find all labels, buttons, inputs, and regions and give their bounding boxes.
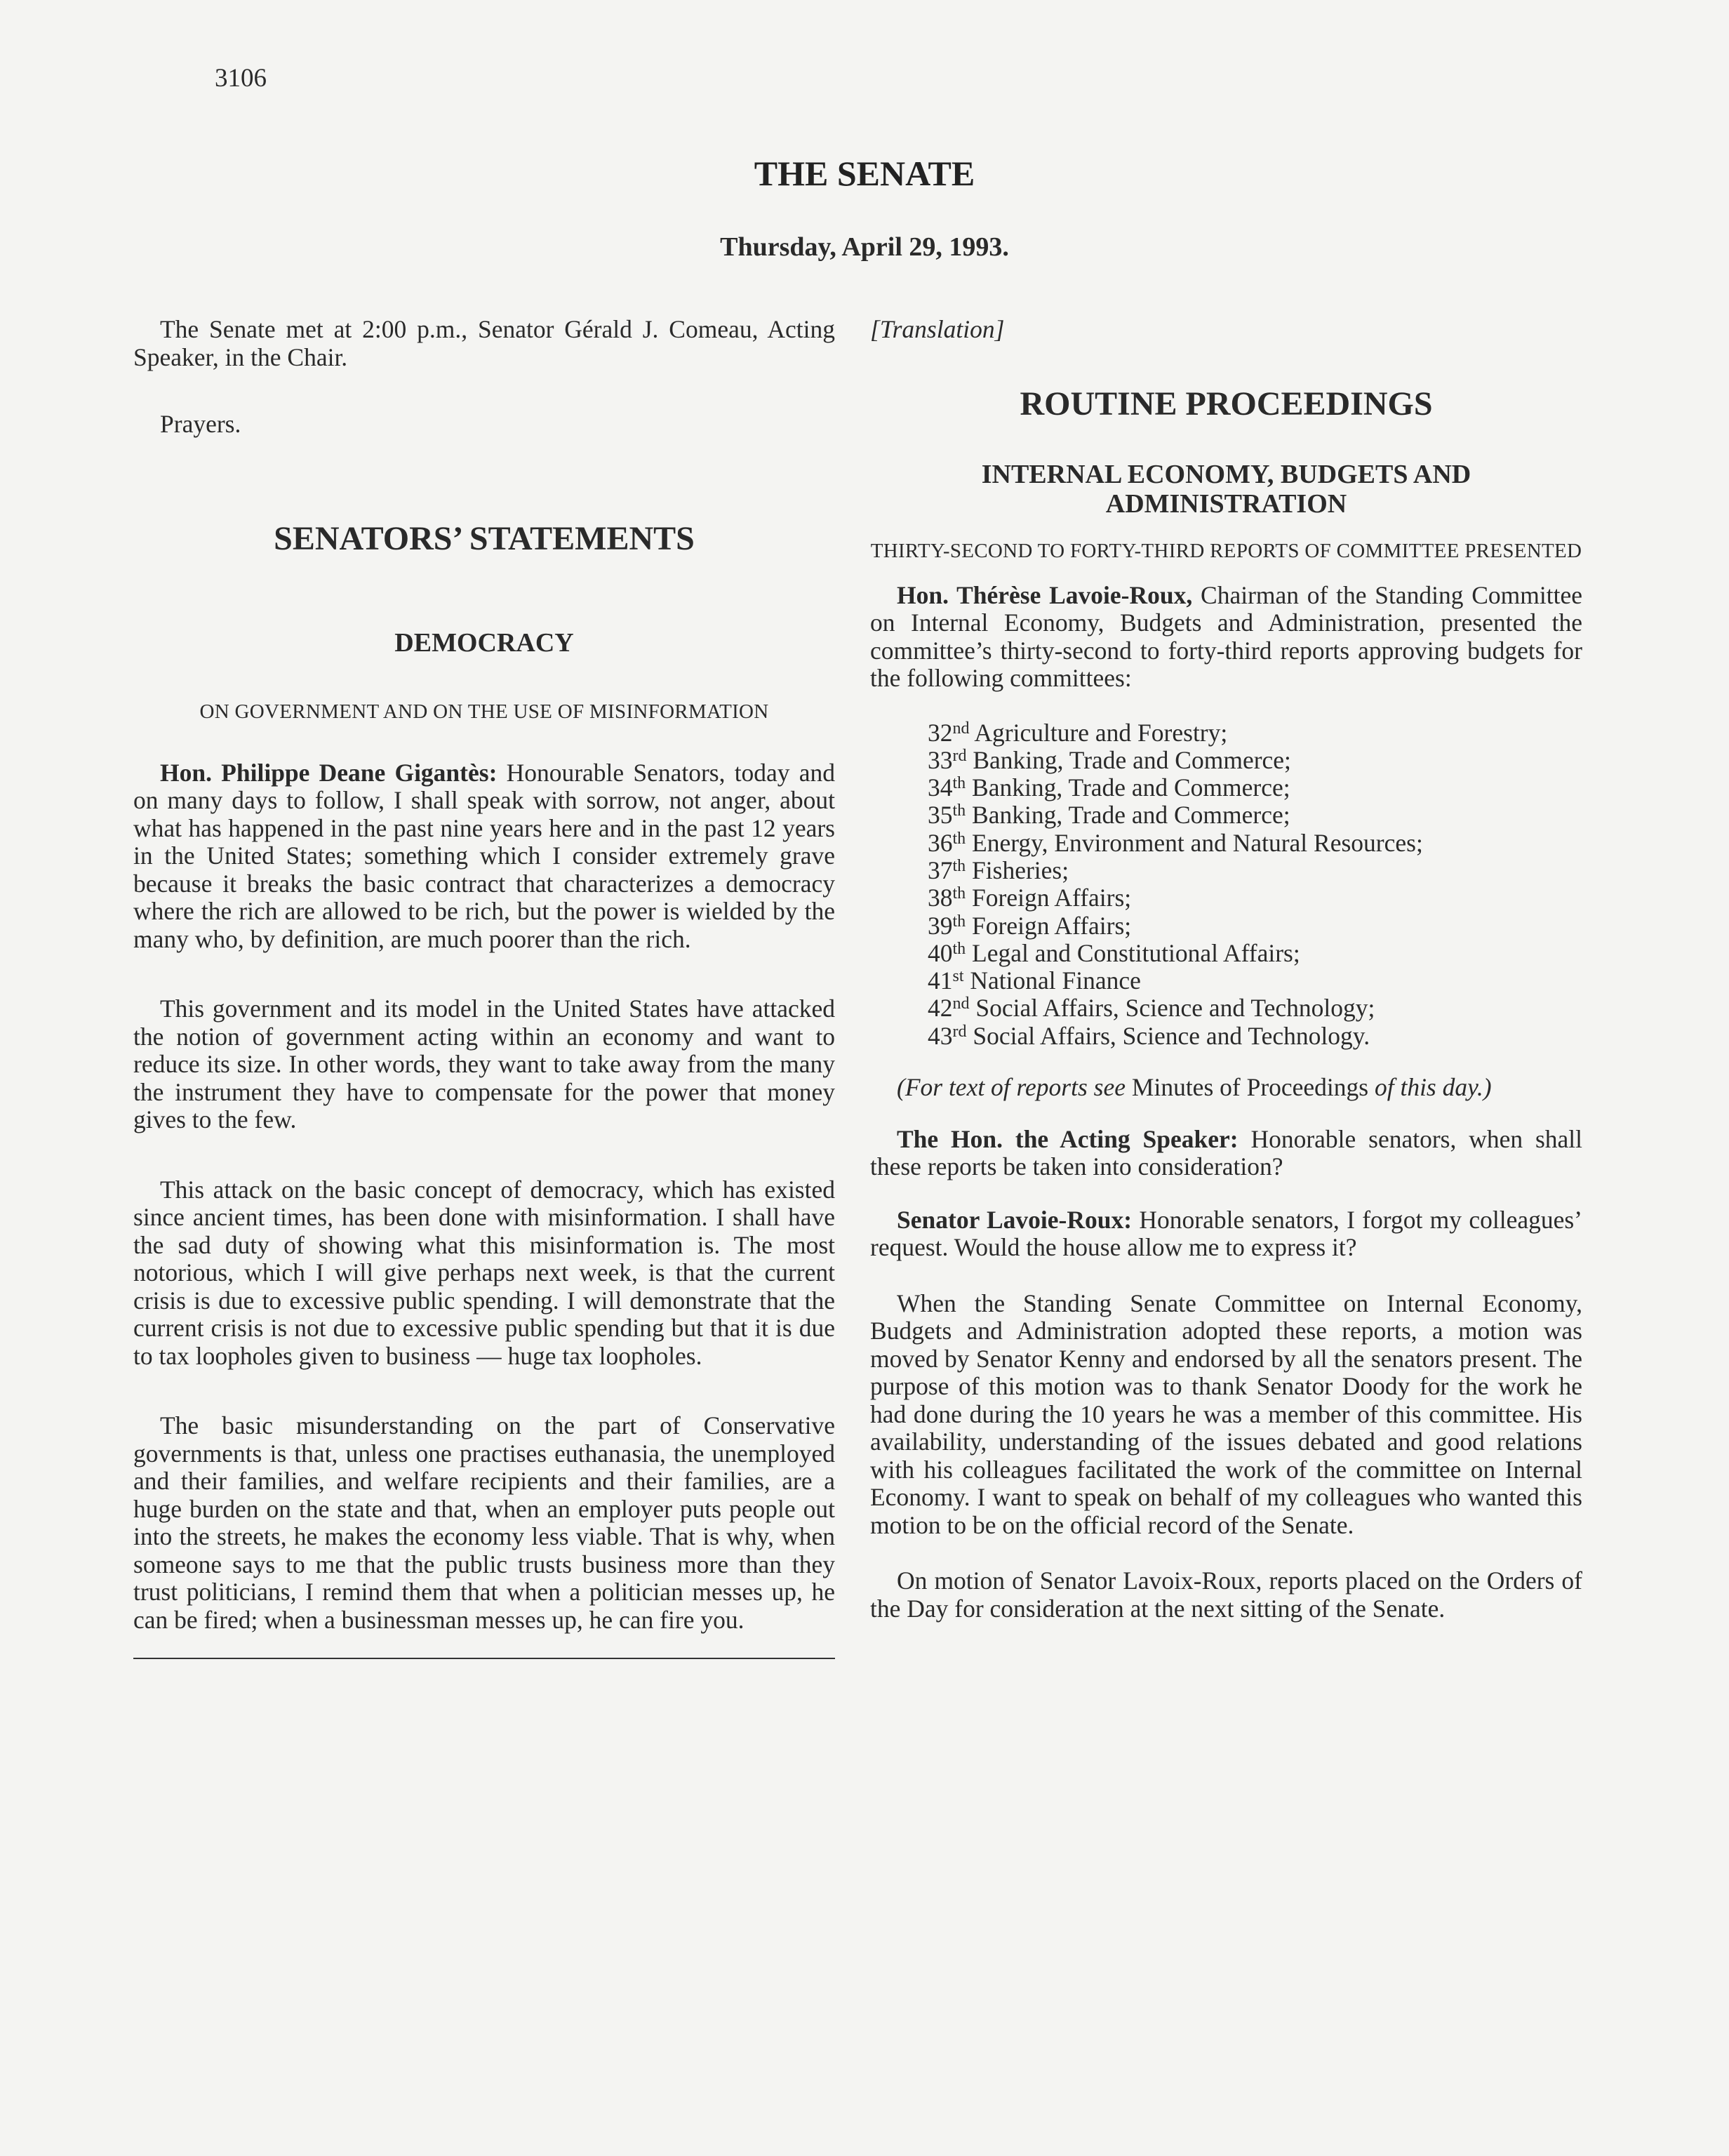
gigantes-paragraph-3: This attack on the basic concept of democracy, which has existed since ancient times, has been done with misinformation. I shall have the sad duty of showing what this misinformation is. The most notorious, which I will give perhaps next week, is that the current crisis is due to excessive public spending. I will demonstrate that the current crisis is not due to excessive public spending but that it is due to tax loopholes given to business — huge tax loopholes. [133, 1175, 835, 1370]
report-item: 40th Legal and Constitutional Affairs; [928, 938, 1300, 967]
lavoie-roux-paragraph-1 [870, 582, 1582, 693]
internal-economy-subheading: THIRTY-SECOND TO FORTY-THIRD REPORTS OF COMMITTEE PRESENTED [870, 539, 1582, 562]
motion-paragraph: On motion of Senator Lavoix-Roux, reports placed on the Orders of the Day for consideration at the next sitting of the Senate. [870, 1566, 1582, 1623]
prayers-line: Prayers. [160, 410, 241, 438]
translation-note: [Translation] [870, 315, 1005, 343]
speaker-gigantes: Hon. Philippe Deane Gigantès: [160, 758, 498, 787]
report-item: 34th Banking, Trade and Commerce; [928, 773, 1290, 802]
report-item: 39th Foreign Affairs; [928, 911, 1132, 940]
report-item: 42nd Social Affairs, Science and Technology; [928, 994, 1375, 1023]
report-item: 32nd Agriculture and Forestry; [928, 718, 1228, 747]
internal-economy-heading: INTERNAL ECONOMY, BUDGETS AND ADMINISTRATION [981, 459, 1471, 519]
right-column [870, 314, 1582, 1623]
acting-speaker-paragraph: The Hon. the Acting Speaker: Honorable senators, when shall these reports be taken into consideration? [870, 1124, 1582, 1181]
page-number: 3106 [215, 64, 267, 93]
gigantes-paragraph-1 [133, 759, 835, 954]
senators-statements-heading: SENATORS’ STATEMENTS [274, 519, 695, 557]
opening-paragraph: The Senate met at 2:00 p.m., Senator Gérald J. Comeau, Acting Speaker, in the Chair. [133, 315, 835, 371]
democracy-heading: DEMOCRACY [394, 627, 574, 658]
report-item: 35th Banking, Trade and Commerce; [928, 801, 1290, 830]
gigantes-paragraph-2: This government and its model in the United States have attacked the notion of government acting within an economy and want to reduce its size. In other words, they want to take away from the many the instrument they have to compensate for the power that money gives to the few. [133, 994, 835, 1133]
section-end-rule [133, 1658, 835, 1659]
left-column [133, 314, 835, 1659]
report-item: 37th Fisheries; [928, 856, 1069, 884]
lavoie-roux-paragraph-2: Senator Lavoie-Roux: Honorable senators, I forgot my colleagues’ request. Would the house allow me to express it? [870, 1205, 1582, 1262]
report-item: 43rd Social Affairs, Science and Technology. [928, 1021, 1370, 1050]
routine-proceedings-heading: ROUTINE PROCEEDINGS [1020, 385, 1433, 422]
speaker-acting-speaker: The Hon. the Acting Speaker: [897, 1124, 1239, 1153]
democracy-subheading: ON GOVERNMENT AND ON THE USE OF MISINFORMATION [199, 700, 769, 723]
report-item: 36th Energy, Environment and Natural Resources; [928, 828, 1423, 857]
speaker-lavoie-roux: Hon. Thérèse Lavoie-Roux, [897, 580, 1193, 609]
report-item: 38th Foreign Affairs; [928, 884, 1132, 912]
page-title: THE SENATE [754, 154, 975, 193]
speaker-lavoie-roux-2: Senator Lavoie-Roux: [897, 1205, 1133, 1234]
reports-reference-note: (For text of reports see Minutes of Proceedings of this day.) [897, 1073, 1492, 1102]
gigantes-paragraph-1-text: Honourable Senators, today and on many days to follow, I shall speak with sorrow, not anger, about what has happened in the past nine years here and in the past 12 years in the United States; something which I consider extremely grave because it breaks the basic contract that characterizes a democracy where the rich are allowed to be rich, but the power is wielded by the many who, by definition, are much poorer than the rich. [133, 758, 836, 953]
report-item: 33rd Banking, Trade and Commerce; [928, 745, 1291, 774]
report-item: 41st National Finance [928, 966, 1141, 995]
lavoie-roux-paragraph-1-text: Chairman of the Standing Committee on Internal Economy, Budgets and Administration, presented the committee’s thirty-second to forty-third reports approving budgets for the following committees: [870, 580, 1582, 692]
gigantes-paragraph-4: The basic misunderstanding on the part of Conservative governments is that, unless one practises euthanasia, the unemployed and their families, and welfare recipients and their families, are a huge burden on the state and that, when an employer puts people out into the streets, he makes the economy less viable. That is why, when someone says to me that the public trusts business more than they trust politicians, I remind them that when a politician messes up, he can be fired; when a businessman messes up, he can fire you. [133, 1411, 835, 1634]
sitting-date: Thursday, April 29, 1993. [720, 232, 1009, 262]
lavoie-roux-paragraph-3: When the Standing Senate Committee on Internal Economy, Budgets and Administration adopted these reports, a motion was moved by Senator Kenny and endorsed by all the senators present. The purpose of this motion was to thank Senator Doody for the work he had done during the 10 years he was a member of this committee. His availability, understanding of the issues debated and good relations with his colleagues facilitated the work of the committee on Internal Economy. I want to speak on behalf of my colleagues who wanted this motion to be on the official record of the Senate. [870, 1289, 1582, 1539]
reports-list [870, 719, 1582, 1051]
